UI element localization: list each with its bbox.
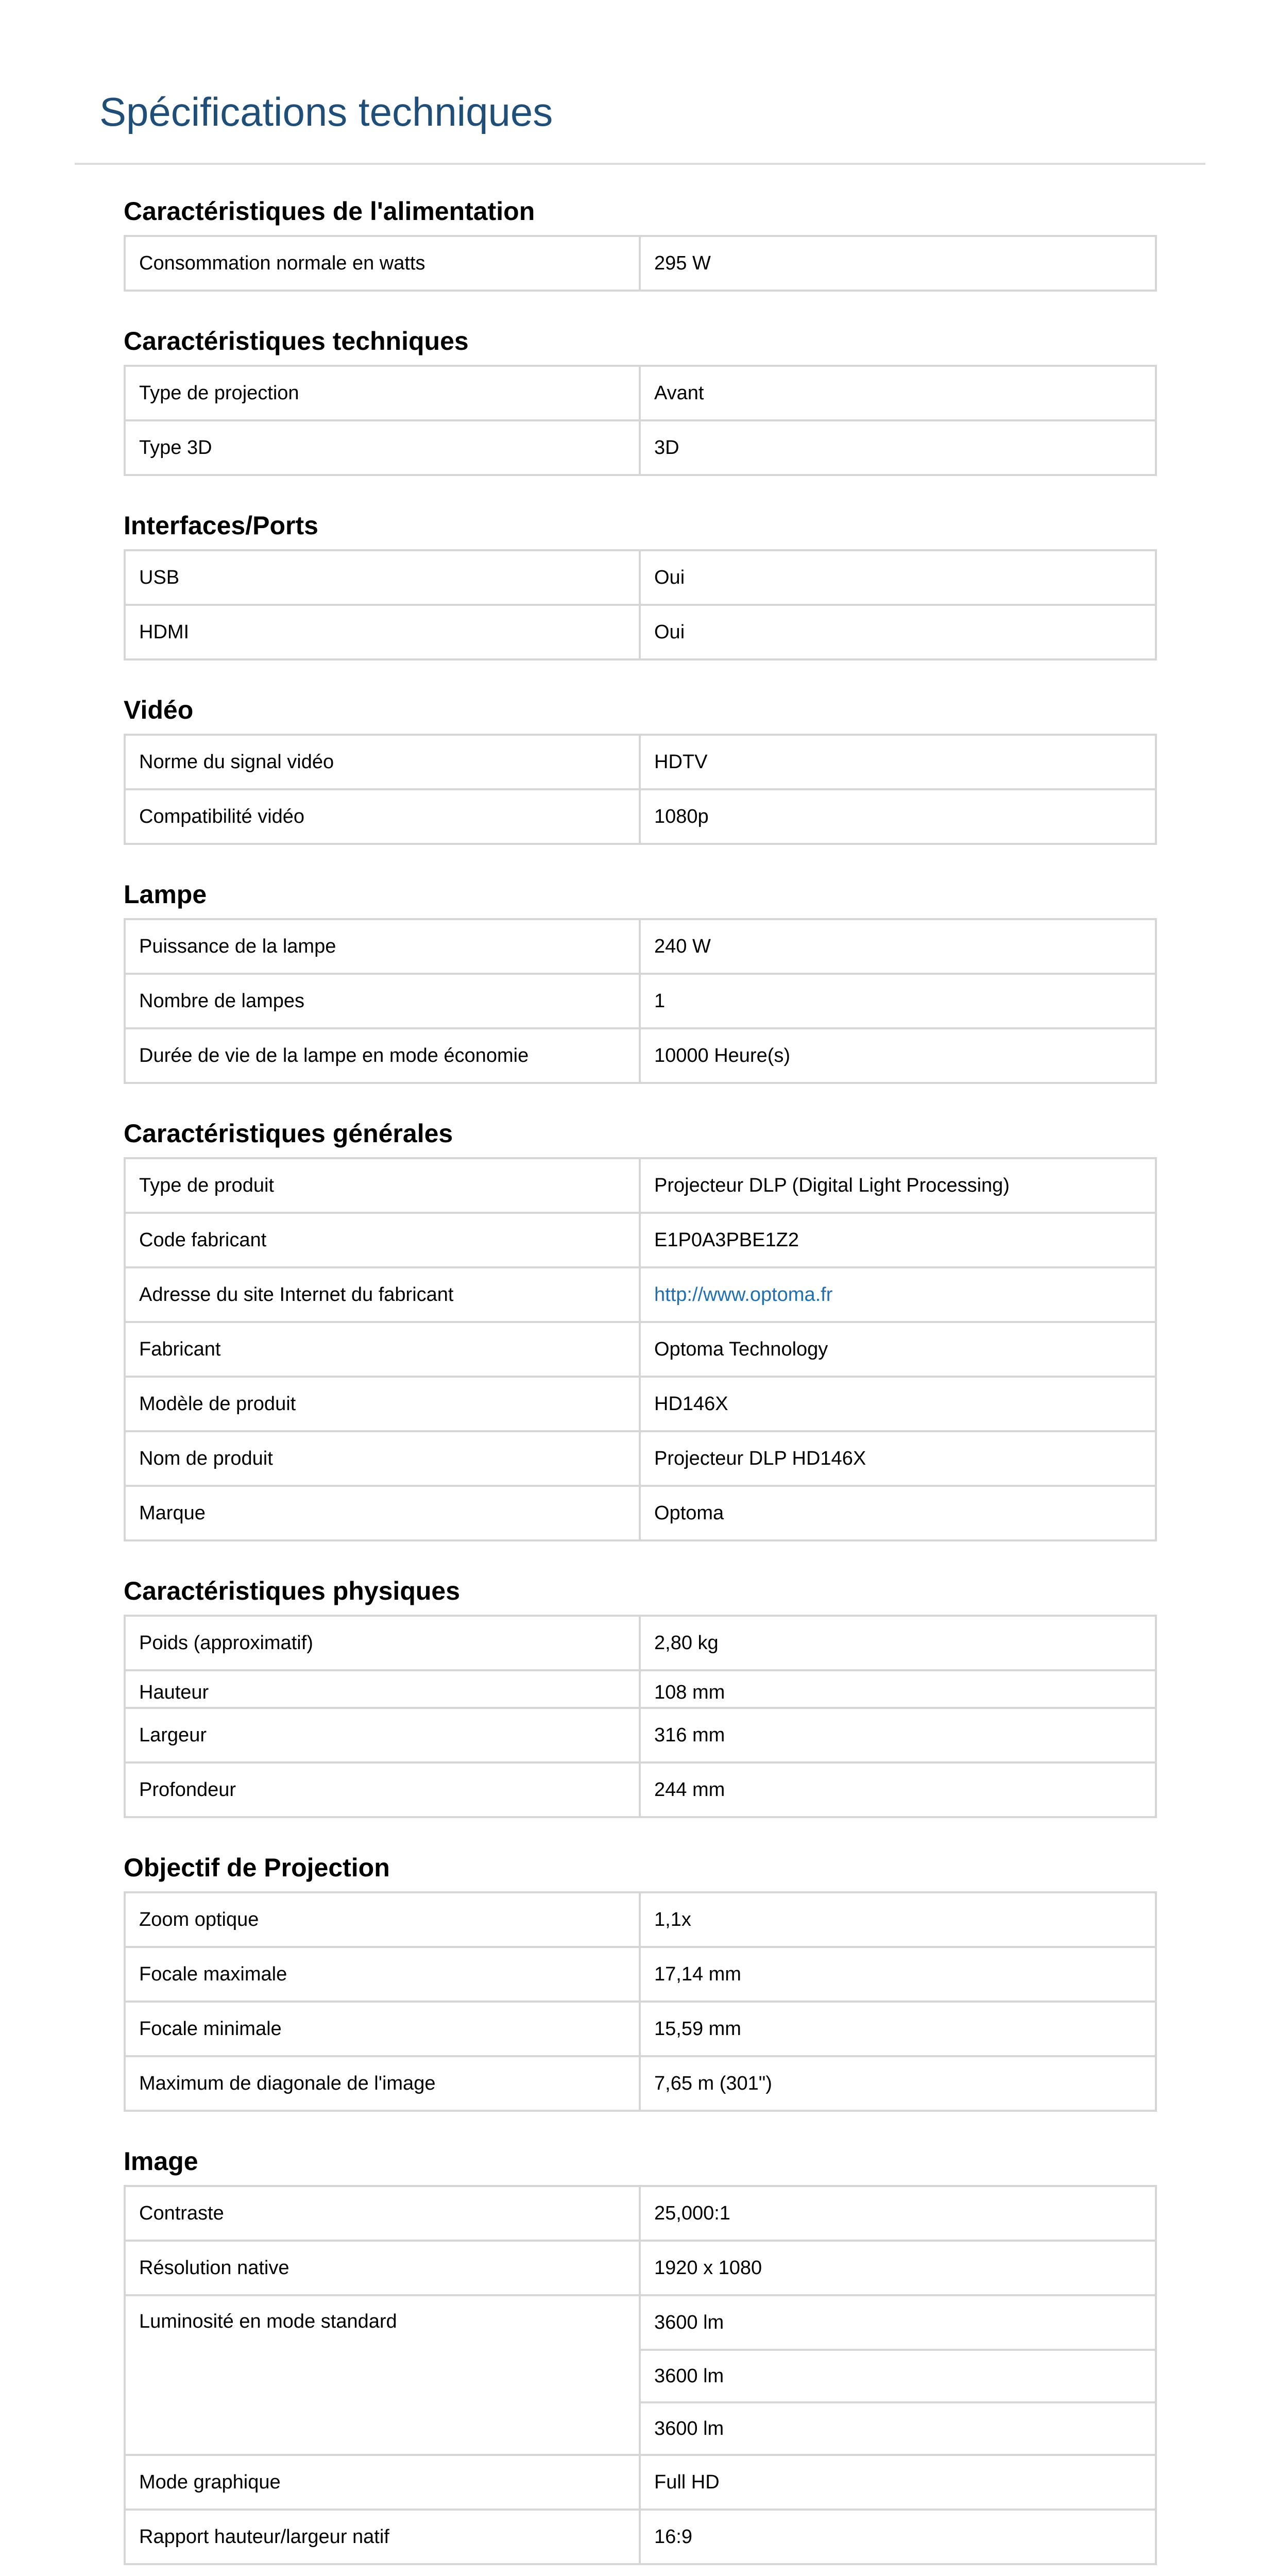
spec-value: 295 W bbox=[654, 252, 711, 274]
section-general bbox=[124, 1110, 1157, 1541]
spec-label: Consommation normale en watts bbox=[126, 237, 641, 290]
table-row bbox=[126, 1159, 1155, 1212]
spec-value: Optoma Technology bbox=[654, 1338, 828, 1360]
table-row bbox=[126, 1893, 1155, 1946]
table-row bbox=[126, 1376, 1155, 1430]
spec-table bbox=[124, 235, 1157, 292]
spec-value: 3D bbox=[654, 436, 679, 459]
spec-value: 244 mm bbox=[654, 1778, 725, 1801]
spec-value: Oui bbox=[654, 566, 685, 588]
table-row bbox=[126, 2001, 1155, 2055]
table-row bbox=[126, 2454, 1155, 2509]
table-row bbox=[126, 1669, 1155, 1707]
spec-table bbox=[124, 1157, 1157, 1541]
section-heading: Interfaces/Ports bbox=[124, 511, 318, 540]
spec-content bbox=[124, 188, 1157, 2565]
table-row bbox=[126, 2294, 1155, 2454]
table-row bbox=[126, 920, 1155, 973]
table-row bbox=[126, 1321, 1155, 1376]
spec-table bbox=[124, 918, 1157, 1084]
section-heading: Caractéristiques physiques bbox=[124, 1577, 461, 1605]
section-physical bbox=[124, 1567, 1157, 1818]
spec-value-cell bbox=[641, 1268, 1155, 1321]
spec-table bbox=[124, 2185, 1157, 2565]
spec-value: E1P0A3PBE1Z2 bbox=[654, 1229, 799, 1251]
section-heading: Image bbox=[124, 2147, 198, 2176]
table-row bbox=[126, 973, 1155, 1027]
spec-label: Compatibilité vidéo bbox=[126, 790, 641, 843]
section-lens bbox=[124, 1844, 1157, 2112]
spec-label: Puissance de la lampe bbox=[126, 920, 641, 973]
spec-label: Profondeur bbox=[126, 1764, 641, 1816]
section-heading: Caractéristiques techniques bbox=[124, 327, 469, 355]
manufacturer-website-link[interactable]: http://www.optoma.fr bbox=[654, 1283, 833, 1306]
spec-value: Oui bbox=[654, 621, 685, 643]
spec-value: 15,59 mm bbox=[654, 2018, 741, 2040]
spec-label: Poids (approximatif) bbox=[126, 1617, 641, 1669]
spec-label: Adresse du site Internet du fabricant bbox=[126, 1268, 641, 1321]
table-row bbox=[126, 736, 1155, 788]
spec-label: Marque bbox=[126, 1487, 641, 1539]
spec-value: Optoma bbox=[654, 1502, 724, 1524]
spec-label: Hauteur bbox=[126, 1671, 641, 1707]
section-heading: Objectif de Projection bbox=[124, 1853, 390, 1882]
spec-value: 25,000:1 bbox=[654, 2202, 730, 2224]
spec-label: Type de projection bbox=[126, 367, 641, 419]
spec-value: Projecteur DLP HD146X bbox=[654, 1447, 866, 1469]
spec-value: 10000 Heure(s) bbox=[654, 1044, 791, 1066]
table-row bbox=[126, 1946, 1155, 2001]
spec-table bbox=[124, 549, 1157, 660]
spec-table bbox=[124, 365, 1157, 476]
spec-value: Projecteur DLP (Digital Light Processing) bbox=[654, 1174, 1010, 1196]
table-row bbox=[126, 2240, 1155, 2294]
spec-value: 240 W bbox=[654, 935, 711, 957]
table-row bbox=[126, 419, 1155, 474]
spec-label: Zoom optique bbox=[126, 1893, 641, 1946]
section-interfaces bbox=[124, 502, 1157, 660]
spec-value: 3600 lm bbox=[641, 2401, 1155, 2454]
section-heading: Caractéristiques générales bbox=[124, 1119, 453, 1148]
section-technical bbox=[124, 317, 1157, 476]
section-video bbox=[124, 686, 1157, 845]
table-row bbox=[126, 2509, 1155, 2563]
spec-label: Nom de produit bbox=[126, 1432, 641, 1485]
spec-value: 7,65 m (301") bbox=[654, 2072, 772, 2094]
spec-value: Full HD bbox=[654, 2471, 720, 2493]
spec-label: USB bbox=[126, 551, 641, 604]
spec-value: HDTV bbox=[654, 751, 708, 773]
section-power bbox=[124, 188, 1157, 292]
table-row bbox=[126, 2055, 1155, 2110]
spec-value: 3600 lm bbox=[641, 2349, 1155, 2401]
spec-label: Maximum de diagonale de l'image bbox=[126, 2057, 641, 2110]
spec-label: Type de produit bbox=[126, 1159, 641, 1212]
spec-label: Type 3D bbox=[126, 421, 641, 474]
spec-value: 1920 x 1080 bbox=[654, 2257, 762, 2279]
table-row bbox=[126, 1212, 1155, 1266]
table-row bbox=[126, 1266, 1155, 1321]
section-lamp bbox=[124, 871, 1157, 1084]
spec-value: 1 bbox=[654, 990, 666, 1012]
spec-label: Contraste bbox=[126, 2187, 641, 2240]
spec-value: 108 mm bbox=[654, 1682, 725, 1703]
page-title: Spécifications techniques bbox=[99, 89, 553, 134]
spec-value: Avant bbox=[654, 382, 704, 404]
table-row bbox=[126, 1761, 1155, 1816]
spec-value: 2,80 kg bbox=[654, 1632, 719, 1654]
spec-label: Fabricant bbox=[126, 1323, 641, 1376]
table-row bbox=[126, 1027, 1155, 1082]
table-row bbox=[126, 1485, 1155, 1539]
section-heading: Lampe bbox=[124, 880, 207, 909]
spec-label: Nombre de lampes bbox=[126, 975, 641, 1027]
spec-value: 316 mm bbox=[654, 1724, 725, 1746]
table-row bbox=[126, 367, 1155, 419]
table-row bbox=[126, 788, 1155, 843]
table-row bbox=[126, 237, 1155, 290]
table-row bbox=[126, 2187, 1155, 2240]
spec-value: 16:9 bbox=[654, 2526, 692, 2548]
section-heading: Caractéristiques de l'alimentation bbox=[124, 197, 535, 226]
section-heading: Vidéo bbox=[124, 696, 194, 724]
spec-value: HD146X bbox=[654, 1393, 728, 1415]
title-divider bbox=[75, 163, 1205, 165]
spec-label: Luminosité en mode standard bbox=[126, 2296, 641, 2454]
table-row bbox=[126, 551, 1155, 604]
spec-label: Focale maximale bbox=[126, 1948, 641, 2001]
table-row bbox=[126, 1430, 1155, 1485]
spec-label: Norme du signal vidéo bbox=[126, 736, 641, 788]
spec-label: HDMI bbox=[126, 606, 641, 658]
section-image bbox=[124, 2138, 1157, 2565]
spec-label: Mode graphique bbox=[126, 2456, 641, 2509]
spec-table bbox=[124, 734, 1157, 845]
spec-value: 1,1x bbox=[654, 1908, 691, 1930]
spec-table bbox=[124, 1615, 1157, 1818]
spec-value: 17,14 mm bbox=[654, 1963, 741, 1985]
spec-label: Largeur bbox=[126, 1709, 641, 1761]
table-row bbox=[126, 1707, 1155, 1761]
spec-value: 1080p bbox=[654, 805, 709, 827]
spec-label: Rapport hauteur/largeur natif bbox=[126, 2511, 641, 2563]
table-row bbox=[126, 604, 1155, 658]
spec-table bbox=[124, 1891, 1157, 2112]
table-row bbox=[126, 1617, 1155, 1669]
spec-value: 3600 lm bbox=[654, 2311, 724, 2333]
spec-label: Résolution native bbox=[126, 2242, 641, 2294]
spec-label: Code fabricant bbox=[126, 1214, 641, 1266]
spec-value-group bbox=[641, 2296, 1155, 2454]
spec-label: Durée de vie de la lampe en mode économie bbox=[126, 1029, 641, 1082]
spec-label: Focale minimale bbox=[126, 2003, 641, 2055]
spec-label: Modèle de produit bbox=[126, 1378, 641, 1430]
